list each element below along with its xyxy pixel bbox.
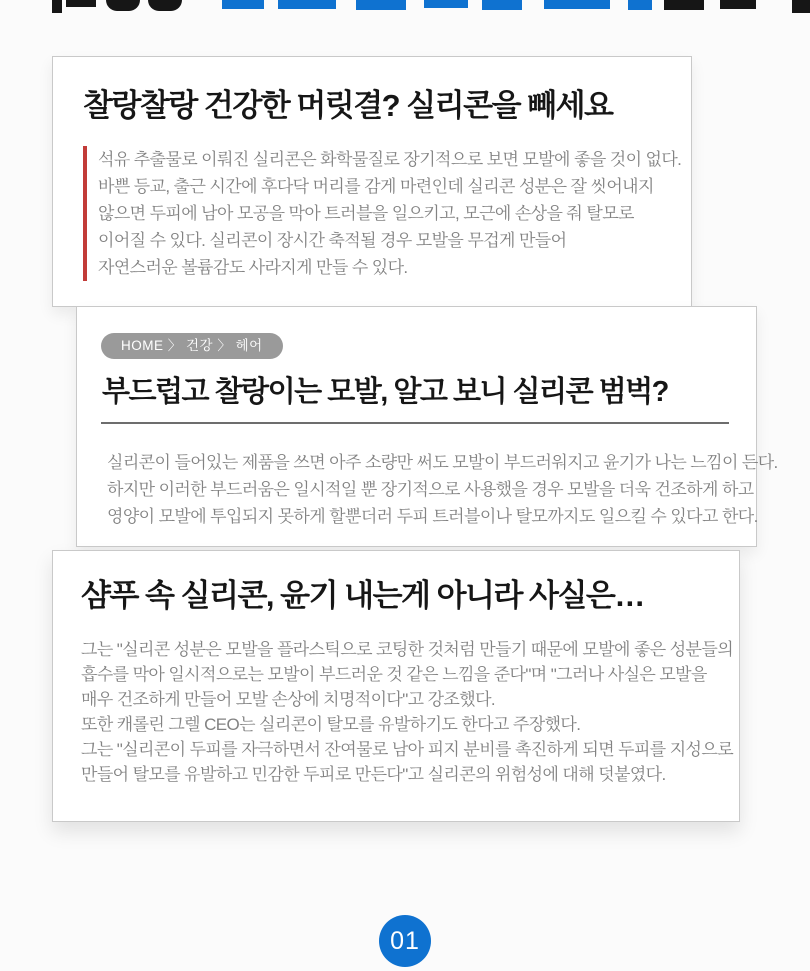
- article-3-text-line: 매우 건조하게 만들어 모발 손상에 치명적이다"고 강조했다.: [81, 689, 496, 709]
- article-1-quote-block: [83, 146, 682, 281]
- article-1-text-line: 자연스러운 볼륨감도 사라지게 만들 수 있다.: [98, 257, 408, 277]
- headline-glyph-fragment: [482, 0, 522, 10]
- headline-glyph-fragment: [424, 0, 468, 8]
- headline-glyph-fragment: [278, 0, 336, 9]
- article-2-text-line: 영양이 모발에 투입되지 못하게 할뿐더러 두피 트러블이나 탈모까지도 일으킬 수 있다고 한다.: [107, 507, 758, 527]
- article-3-text-line: 그는 "실리콘이 두피를 자극하면서 잔여물로 남아 피지 분비를 촉진하게 되면 두피를 지성으로: [81, 739, 734, 759]
- article-3-text-line: 만들어 탈모를 유발하고 민감한 두피로 만든다"고 실리콘의 위험성에 대해 덧붙였다.: [81, 764, 666, 784]
- article-3-text-line: 흡수를 막아 일시적으로는 모발이 부드러운 것 같은 느낌을 준다"며 "그러나 사실은 모발을: [81, 664, 707, 684]
- article-3-text-line: 또한 캐롤린 그렐 CEO는 실리콘이 탈모를 유발하기도 한다고 주장했다.: [81, 714, 581, 734]
- headline-glyph-fragment: [720, 0, 756, 9]
- article-card-1: [52, 56, 692, 307]
- breadcrumb[interactable]: HOME 〉 건강 〉 헤어: [101, 333, 283, 359]
- article-3-paragraph: [81, 637, 734, 787]
- article-card-3: [52, 550, 740, 822]
- headline-glyph-fragment: [106, 0, 140, 11]
- page-number-badge: 01: [379, 915, 431, 967]
- article-3-title: 샴푸 속 실리콘, 윤기 내는게 아니라 사실은…: [81, 578, 644, 613]
- article-2-text-line: 실리콘이 들어있는 제품을 쓰면 아주 소량만 써도 모발이 부드러워지고 윤기가 나는 느낌이 든다.: [107, 453, 778, 473]
- article-2-paragraph: [107, 449, 778, 530]
- article-1-text-line: 바쁜 등교, 출근 시간에 후다닥 머리를 감게 마련인데 실리콘 성분은 잘 씻어내지: [98, 176, 654, 196]
- headline-glyph-fragment: [356, 0, 406, 10]
- article-2-title: 부드럽고 찰랑이는 모발, 알고 보니 실리콘 범벅?: [102, 376, 668, 408]
- headline-glyph-fragment: [66, 0, 96, 7]
- headline-glyph-fragment: [628, 0, 652, 10]
- article-1-title: 찰랑찰랑 건강한 머릿결? 실리콘을 빼세요: [83, 88, 613, 123]
- headline-glyph-fragment: [148, 0, 182, 11]
- headline-glyph-fragment: [222, 0, 264, 9]
- cropped-headline: [0, 0, 810, 16]
- title-underline: [101, 422, 729, 424]
- article-1-text-line: 않으면 두피에 남아 모공을 막아 트러블을 일으키고, 모근에 손상을 줘 탈모로: [98, 203, 634, 223]
- headline-glyph-fragment: [664, 0, 704, 10]
- article-1-text-line: 석유 추출물로 이뤄진 실리콘은 화학물질로 장기적으로 보면 모발에 좋을 것이 없다.: [98, 149, 682, 169]
- article-3-text-line: 그는 "실리콘 성분은 모발을 플라스틱으로 코팅한 것처럼 만들기 때문에 모발에 좋은 성분들의: [81, 639, 734, 659]
- article-1-text-line: 이어질 수 있다. 실리콘이 장시간 축적될 경우 모발을 무겁게 만들어: [98, 230, 567, 250]
- article-card-2: [76, 306, 778, 547]
- headline-glyph-fragment: [52, 0, 62, 13]
- article-2-text-line: 하지만 이러한 부드러움은 일시적일 뿐 장기적으로 사용했을 경우 모발을 더욱 건조하게 하고: [107, 480, 754, 500]
- headline-glyph-fragment: [792, 0, 810, 13]
- headline-glyph-fragment: [544, 0, 610, 9]
